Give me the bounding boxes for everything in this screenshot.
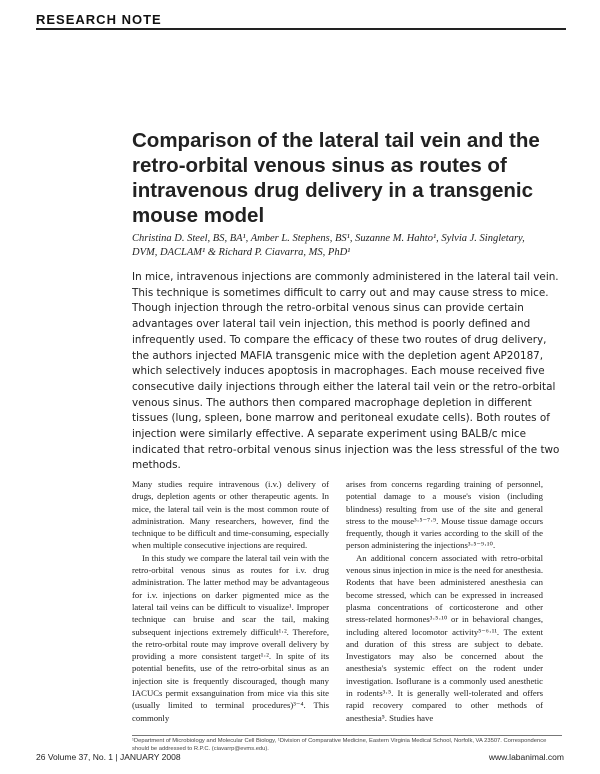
body-column-right [346, 478, 543, 724]
section-label: RESEARCH NOTE [36, 12, 162, 27]
abstract: In mice, intravenous injections are commonly administered in the lateral tail vein. This technique is sometimes difficult to carry out and may cause stress to mice. Though injection through the retro-orbital venous sinus can provide certain advantages over lateral tail vein injection, this method is poorly defined and infrequently used. To compare the efficacy of these two routes of drug delivery, the authors injected MAFIA transgenic mice with the depletion agent AP20187, which selectively induces apoptosis in macrophages. Each mouse received five consecutive daily injections through either the lateral tail vein or the retro-orbital venous sinus. The authors then compared macrophage depletion in different tissues (lung, spleen, bone marrow and peritoneal exudate cells). Both routes of injection were similarly effective. A separate experiment using BALB/c mice indicated that retro-orbital venous sinus injection was the less stressful of the two methods. [132, 271, 560, 472]
author-list: Christina D. Steel, BS, BA¹, Amber L. Stephens, BS¹, Suzanne M. Hahto¹, Sylvia J. Singletary, DVM, DACLAM¹ & Richard P. Ciavarra, MS, PhD¹ [132, 233, 525, 258]
body-paragraph: An additional concern associated with retro-orbital venous sinus injection in mice is the need for anesthesia. Rodents that have been administered anesthesia can become stressed, which can be expressed in increased plasma concentrations of corticosterone and other stress-related hormones³·⁵·¹⁰ or in behavioral changes, including altered locomotor activity⁵⁻⁶·¹¹. The extent and duration of this stress are subject to debate. Investigators may also be concerned about the anesthesia's systemic effect on the rodent under investigation. Isoflurane is a commonly used anesthetic in rodents³·⁵. It is generally well-tolerated and offers rapid recovery compared to other methods of anesthesia⁵. Studies have [346, 552, 543, 723]
page-footer-url[interactable]: www.labanimal.com [488, 752, 564, 762]
affiliation-footnote: ¹Department of Microbiology and Molecular Cell Biology, ¹Division of Comparative Medicine, Eastern Virginia Medical School, Norfolk, VA 23507. Correspondence should be addressed to R.P.C. (ciavarrp@evms.edu). [132, 738, 547, 752]
body-paragraph: In this study we compare the lateral tail vein with the retro-orbital venous sinus as routes for i.v. drug administration. The latter method may be advantageous for i.v. injections on darker pigmented mice as the lateral tail veins can be difficult to visualize¹. Improper technique can bruise and scar the tail, making subsequent injections extremely difficult¹·². Therefore, the retro-orbital route may improve overall delivery by providing a more consistent target¹·². In spite of its potential benefits, use of the retro-orbital sinus as an injection site is frequently discouraged, though many IACUCs permit exsanguination from mice via this site (usually limited to terminal procedures)³⁻⁴. This commonly [132, 552, 329, 723]
header-divider [36, 28, 566, 30]
article-title: Comparison of the lateral tail vein and the retro-orbital venous sinus as routes of intravenous drug delivery in a transgenic mouse model [132, 129, 540, 227]
page-footer-issue: 26 Volume 37, No. 1 | JANUARY 2008 [36, 752, 181, 762]
footnote-divider [132, 735, 562, 736]
body-paragraph: arises from concerns regarding training of personnel, potential damage to a mouse's vision (including blindness) resulting from use of the site and general stress to the mouse³·⁵⁻⁷·⁹. Mouse tissue damage occurs frequently, though it varies according to the skill of the person administering the injections³·⁵⁻⁹·¹⁰. [346, 479, 543, 551]
body-paragraph: Many studies require intravenous (i.v.) delivery of drugs, depletion agents or other therapeutic agents. In mice, the lateral tail vein is the most common route of administration. Many researchers, however, find the technique to be difficult and time-consuming, especially when multiple consecutive injections are required. [132, 479, 329, 551]
body-column-left [132, 478, 329, 724]
